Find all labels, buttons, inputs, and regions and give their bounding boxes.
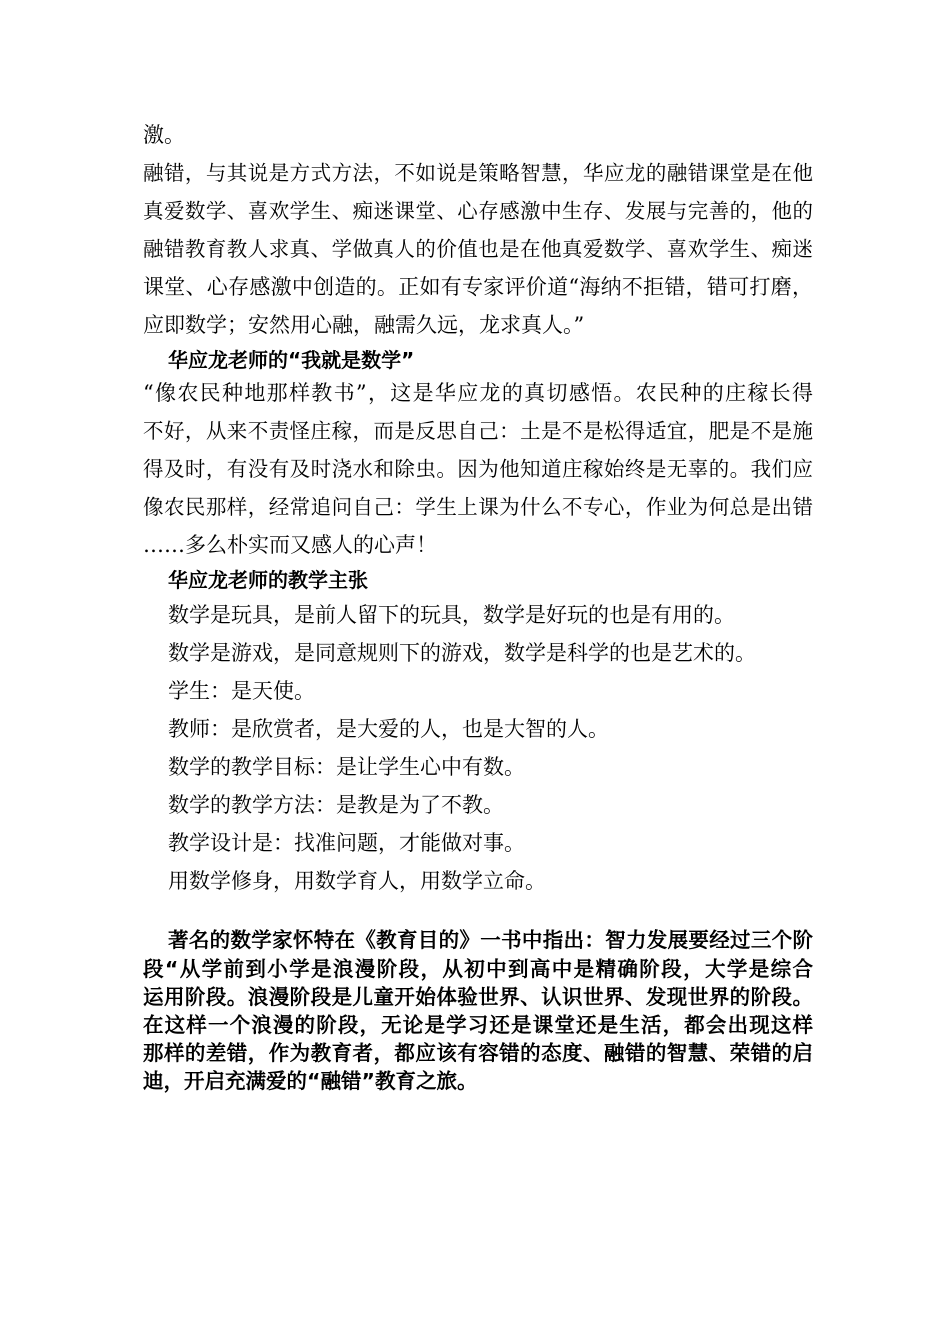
list-item: 教学设计是：找准问题，才能做对事。 xyxy=(168,831,525,855)
paragraph-line: 应即数学；安然用心融，融需久远，龙求真人。” xyxy=(143,313,585,337)
paragraph-line: “像农民种地那样教书”，这是华应龙的真切感悟。农民种的庄稼长得 xyxy=(143,381,813,405)
closing-line: 那样的差错，作为教育者，都应该有容错的态度、融错的智慧、荣错的启 xyxy=(143,1041,813,1065)
list-item: 学生：是天使。 xyxy=(168,679,315,703)
list-item: 教师：是欣赏者，是大爱的人，也是大智的人。 xyxy=(168,717,609,741)
list-item: 数学的教学目标：是让学生心中有数。 xyxy=(168,755,525,779)
paragraph-line: 课堂、心存感激中创造的。正如有专家评价道“海纳不拒错，错可打磨， xyxy=(143,275,813,299)
paragraph-line: 真爱数学、喜欢学生、痴迷课堂、心存感激中生存、发展与完善的，他的 xyxy=(143,199,813,223)
closing-line: 在这样一个浪漫的阶段，无论是学习还是课堂还是生活，都会出现这样 xyxy=(143,1013,813,1037)
list-item: 数学是游戏，是同意规则下的游戏，数学是科学的也是艺术的。 xyxy=(168,641,756,665)
closing-line: 著名的数学家怀特在《教育目的》一书中指出：智力发展要经过三个阶 xyxy=(168,928,813,952)
paragraph-line: 不好，从来不责怪庄稼，而是反思自己：土是不是松得适宜，肥是不是施 xyxy=(143,419,813,443)
section-heading: 华应龙老师的教学主张 xyxy=(168,568,368,592)
paragraph-line: ……多么朴实而又感人的心声！ xyxy=(143,533,437,557)
section-heading: 华应龙老师的“我就是数学” xyxy=(168,348,415,372)
closing-line: 运用阶段。浪漫阶段是儿童开始体验世界、认识世界、发现世界的阶段。 xyxy=(143,985,813,1009)
paragraph-line: 像农民那样，经常追问自己：学生上课为什么不专心，作业为何总是出错 xyxy=(143,495,813,519)
closing-line: 迪，开启充满爱的“融错”教育之旅。 xyxy=(143,1069,478,1093)
closing-line: 段“从学前到小学是浪漫阶段，从初中到高中是精确阶段，大学是综合 xyxy=(143,957,813,981)
paragraph-line: 融错教育教人求真、学做真人的价值也是在他真爱数学、喜欢学生、痴迷 xyxy=(143,237,813,261)
list-item: 用数学修身，用数学育人，用数学立命。 xyxy=(168,869,546,893)
list-item: 数学是玩具，是前人留下的玩具，数学是好玩的也是有用的。 xyxy=(168,603,735,627)
paragraph-line: 激。 xyxy=(143,123,185,147)
list-item: 数学的教学方法：是教是为了不教。 xyxy=(168,793,504,817)
paragraph-line: 得及时，有没有及时浇水和除虫。因为他知道庄稼始终是无辜的。我们应 xyxy=(143,457,813,481)
paragraph-line: 融错，与其说是方式方法，不如说是策略智慧，华应龙的融错课堂是在他 xyxy=(143,161,813,185)
